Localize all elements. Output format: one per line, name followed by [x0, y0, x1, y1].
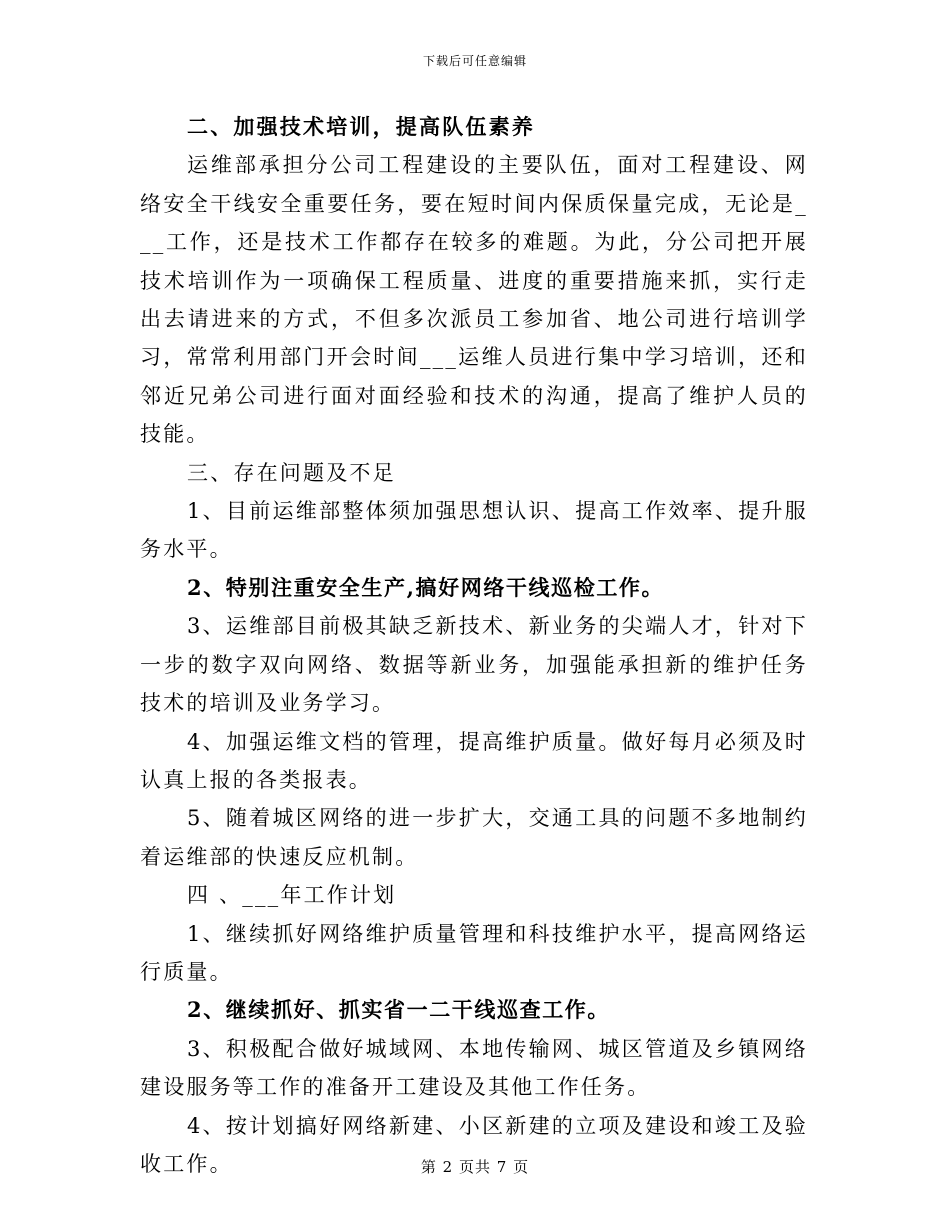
list-item-problem-3: 3、运维部目前极其缺乏新技术、新业务的尖端人才，针对下一步的数字双向网络、数据等新业务，加强能承担新的维护任务技术的培训及业务学习。: [140, 614, 808, 716]
section-heading-plan: 四 、___年工作计划: [187, 883, 397, 908]
list-item-plan-3: 3、积极配合做好城域网、本地传输网、城区管道及乡镇网络建设服务等工作的准备开工建设及其他工作任务。: [140, 1036, 808, 1100]
list-item-plan-1: 1、继续抓好网络维护质量管理和科技维护水平，提高网络运行质量。: [140, 921, 808, 984]
list-item-problem-1: 1、目前运维部整体须加强思想认识、提高工作效率、提升服务水平。: [140, 499, 808, 562]
list-item-plan-2: 2、继续抓好、抓实省一二干线巡查工作。: [187, 997, 611, 1023]
list-item-problem-2: 2、特别注重安全生产,搞好网络干线巡检工作。: [187, 574, 665, 600]
list-item-problem-5: 5、随着城区网络的进一步扩大，交通工具的问题不多地制约着运维部的快速反应机制。: [140, 806, 808, 869]
section-heading-training: 二、加强技术培训，提高队伍素养: [187, 114, 535, 139]
list-item-problem-4: 4、加强运维文档的管理，提高维护质量。做好每月必须及时认真上报的各类报表。: [140, 729, 808, 792]
document-body: [140, 108, 808, 1183]
page-number-footer: 第 2 页共 7 页: [420, 1158, 530, 1176]
section-heading-problems: 三、存在问题及不足: [187, 460, 396, 485]
page-header-note: 下载后可任意编辑: [422, 54, 527, 68]
list-item-plan-4: 4、按计划搞好网络新建、小区新建的立项及建设和竣工及验收工作。: [140, 1113, 808, 1176]
paragraph-training-body: 运维部承担分公司工程建设的主要队伍，面对工程建设、网络安全干线安全重要任务，要在短时间内保质保量完成，无论是___工作，还是技术工作都存在较多的难题。为此，分公司把开展技术培训作为一项确保工程质量、进度的重要措施来抓，实行走出去请进来的方式，不但多次派员工参加省、地公司进行培训学习，常常利用部门开会时间___运维人员进行集中学习培训，还和邻近兄弟公司进行面对面经验和技术的沟通，提高了维护人员的技能。: [140, 153, 808, 447]
